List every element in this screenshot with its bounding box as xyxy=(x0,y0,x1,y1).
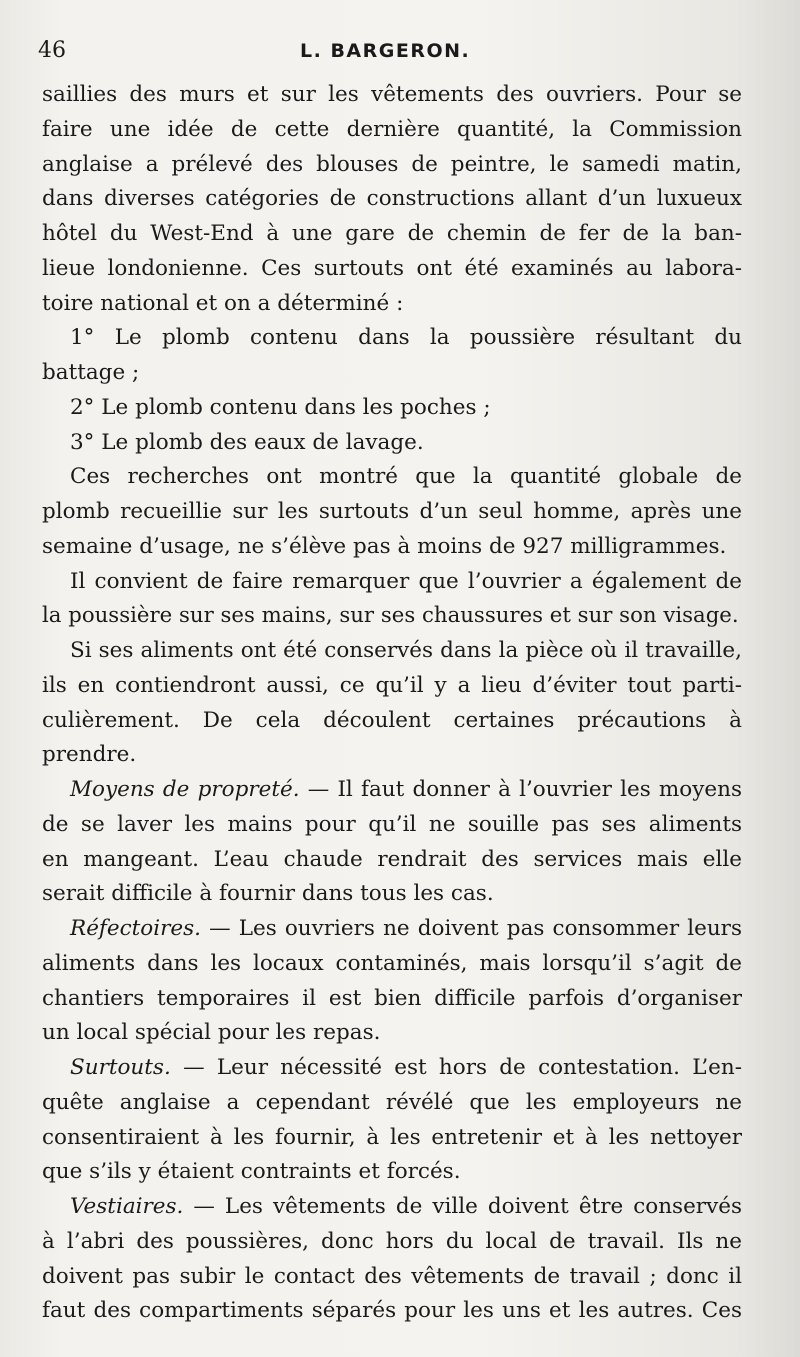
paragraph-start: Si ses aliments ont été conservés dans la pièce où il travaille, xyxy=(70,638,742,663)
paragraph-start: Il convient de faire remarquer que l’ouvrier a également de xyxy=(70,568,742,594)
text-line: serait difficile à fournir dans tous les cas. xyxy=(42,881,494,907)
body-text xyxy=(42,78,742,1329)
text-line: ils en contiendront aussi, ce qu’il y a lieu d’éviter tout parti- xyxy=(42,672,742,698)
running-head: L. BARGERON. xyxy=(300,40,471,62)
text-line: plomb recueillie sur les surtouts d’un seul homme, après une xyxy=(42,499,742,524)
section-heading-line: Réfectoires. — Les ouvriers ne doivent pas consommer leurs xyxy=(70,916,742,941)
text-line: hôtel du West-End à une gare de chemin de fer de la ban- xyxy=(42,221,742,246)
section-heading: Réfectoires. xyxy=(70,916,201,941)
page-number: 46 xyxy=(38,38,66,63)
text-line: faut des compartiments séparés pour les uns et les autres. Ces xyxy=(42,1298,742,1324)
list-item: 1° Le plomb contenu dans la poussière résultant du xyxy=(70,325,742,351)
list-item: 2° Le plomb contenu dans les poches ; xyxy=(70,394,491,420)
text-line: la poussière sur ses mains, sur ses chaussures et sur son visage. xyxy=(42,603,739,629)
section-heading: Moyens de propreté. xyxy=(70,777,300,802)
text-line: aliments dans les locaux contaminés, mais lorsqu’il s’agit de xyxy=(42,950,742,976)
text-line: prendre. xyxy=(42,742,137,768)
text-line: de se laver les mains pour qu’il ne souille pas ses aliments xyxy=(42,811,742,837)
text-line: saillies des murs et sur les vêtements des ouvriers. Pour se xyxy=(42,82,742,107)
section-heading-line: Vestiaires. — Les vêtements de ville doivent être conservés xyxy=(70,1194,742,1219)
text-line: doivent pas subir le contact des vêtements de travail ; donc il xyxy=(42,1263,742,1289)
paragraph-start: Ces recherches ont montré que la quantité globale de xyxy=(70,464,742,490)
text-line: battage ; xyxy=(42,360,140,385)
section-heading-line: Moyens de propreté. — Il faut donner à l’ouvrier les moyens xyxy=(70,777,742,802)
text-line: lieue londonienne. Ces surtouts ont été examinés au labora- xyxy=(42,255,742,281)
text-line: anglaise a prélevé des blouses de peintre, le samedi matin, xyxy=(42,151,742,177)
text-line: toire national et on a déterminé : xyxy=(42,290,404,316)
text-line: quête anglaise a cependant révélé que les employeurs ne xyxy=(42,1089,742,1115)
page-header xyxy=(38,38,740,68)
text-line: en mangeant. L’eau chaude rendrait des services mais elle xyxy=(42,846,742,872)
section-heading-line: Surtouts. — Leur nécessité est hors de contestation. L’en- xyxy=(70,1055,742,1080)
section-heading: Vestiaires. xyxy=(70,1194,184,1219)
section-heading: Surtouts. xyxy=(70,1055,171,1080)
text-line: que s’ils y étaient contraints et forcés. xyxy=(42,1159,461,1185)
list-item: 3° Le plomb des eaux de lavage. xyxy=(70,429,424,455)
text-line: culièrement. De cela découlent certaines précautions à xyxy=(42,707,742,733)
text-line: dans diverses catégories de constructions allant d’un luxueux xyxy=(42,186,742,212)
text-line: à l’abri des poussières, donc hors du local de travail. Ils ne xyxy=(42,1228,742,1254)
text-line: un local spécial pour les repas. xyxy=(42,1020,381,1046)
text-line: chantiers temporaires il est bien difficile parfois d’organiser xyxy=(42,985,742,1011)
text-line: semaine d’usage, ne s’élève pas à moins de 927 milligrammes. xyxy=(42,533,727,559)
text-line: faire une idée de cette dernière quantité, la Commission xyxy=(42,116,742,142)
text-line: consentiraient à les fournir, à les entretenir et à les nettoyer xyxy=(42,1124,742,1150)
